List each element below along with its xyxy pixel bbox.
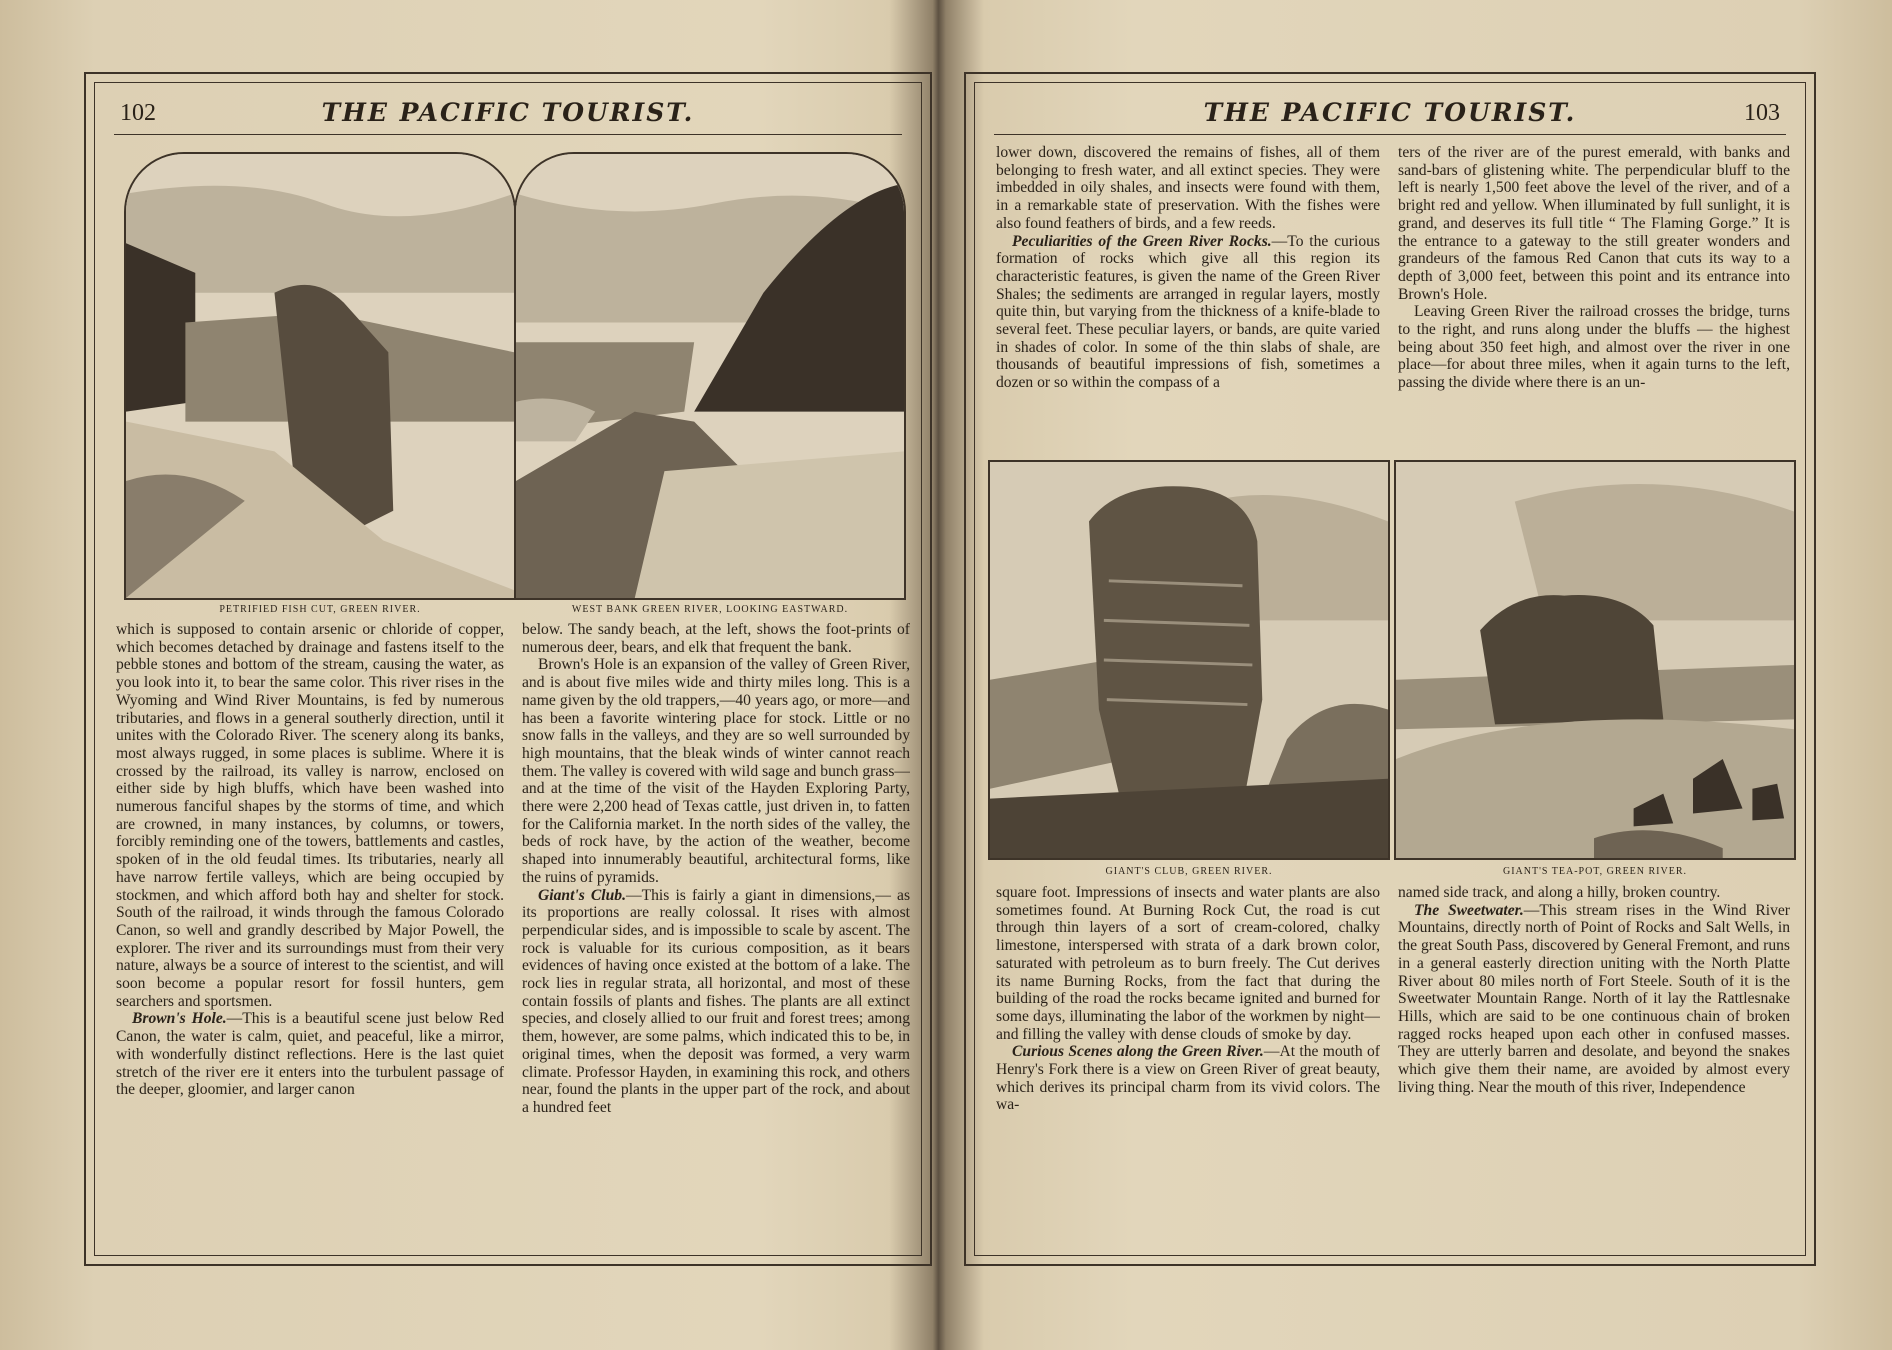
right-page [964,72,1816,1266]
paragraph-text: —This is fairly a giant in dimensions,— as its proportions are really colossal. It rises with almost perpendicular sides, and is impossible to scale by ascent. The rock is valuable for its curious composition, as it bears evidences of having once existed at the bottom of a lake. The rock lies in regular strata, all horizontal, and most of these contain fossils of plants and fishes. The plants are all extinct species, and closely allied to our fruit and forest trees; among them, however, are some palms, which indicated this to be, in original times, when the deposit was formed, a very warm climate. Professor Hayden, in examining this rock, and others near, found the plants in the upper part of the rock, and about a hundred feet [522,886,910,1116]
right-bottom-column-2 [1398,884,1790,1252]
caption-fish-cut: PETRIFIED FISH CUT, GREEN RIVER. [219,604,421,615]
paragraph: which is supposed to contain arsenic or chloride of copper, which becomes detached by drainage and fastens itself to the pebble stones and bottom of the stream, causing the water, as you look into it, to bear the same color. This river rises in the Wyoming and Wind River Mountains, is fed by numerous tributaries, and flows in a general southerly direction, until it unites with the Colorado River. The scenery along its banks, most always rugged, in some places is sublime. Where it is crossed by the railroad, its valley is narrow, enclosed on either side by high bluffs, which have been washed into numerous fanciful shapes by the storms of time, and which are crowned, in many instances, by columns, or towers, forcibly reminding one of the towers, battlements and castles, spoken of in the old feudal times. Its tributaries, nearly all have narrow fertile valleys, which are being occupied by stockmen, and which afford both hay and shelter for stock. South of the railroad, it winds through the famous Colorado Canon, so well and grandly described by Major Powell, the explorer. The river and its surroundings must from their very nature, always be a source of interest to the scientist, and will soon become a popular resort for fossil hunters, gem searchers and sportsmen. [116,621,504,1010]
page-number: 102 [120,100,156,126]
west-bank-engraving [514,152,906,600]
giants-teapot-engraving [1394,460,1796,860]
caption-giants-club: GIANT'S CLUB, GREEN RIVER. [1105,866,1273,877]
left-column-2 [522,621,910,1253]
page-number: 103 [1744,100,1780,126]
caption-giants-teapot: GIANT'S TEA-POT, GREEN RIVER. [1502,866,1688,877]
paragraph: Leaving Green River the railroad crosses the bridge, turns to the right, and runs along under the bluffs — the highest being about 350 feet high, and almost over the river in one place—for about three miles, when it again turns to the left, passing the divide where there is an un- [1398,303,1790,392]
paragraph [996,1043,1380,1114]
right-bottom-column-1 [996,884,1380,1252]
right-page-header [994,94,1786,135]
running-title: THE PACIFIC TOURIST. [321,98,695,127]
section-heading: Giant's Club. [538,886,627,904]
section-heading: The Sweetwater. [1414,901,1524,919]
left-column-1 [116,621,504,1253]
left-page-header [114,94,902,135]
right-top-column-1 [996,144,1380,448]
caption-west-bank: WEST BANK GREEN RIVER, LOOKING EASTWARD. [571,604,849,615]
paragraph [1398,902,1790,1097]
paragraph: lower down, discovered the remains of fishes, all of them belonging to fresh water, and all extinct species. They were imbedded in oily shales, and insects were found with them, in a remarkable state of preservation. With the fishes were also found feathers of birds, and a few reeds. [996,144,1380,232]
fish-cut-engraving [124,152,516,600]
section-heading: Peculiarities of the Green River Rocks. [1012,232,1272,250]
section-heading: Brown's Hole. [132,1010,227,1028]
paragraph: ters of the river are of the purest emerald, with banks and sand-bars of glistening white. The perpendicular bluff to the left is nearly 1,500 feet above the level of the river, and of a bright red and yellow. When illuminated by full sunlight, it is grand, and deserves its full title “ The Flaming Gorge.” It is the entrance to a gateway to the still greater wonders and grandeurs of the famous Red Canon that cuts its way to a depth of 3,000 feet, between this point and its entrance into Brown's Hole. [1398,144,1790,303]
paragraph-text: —To the curious formation of rocks which give all this region its characteristic features, is given the name of the Green River Shales; the sediments are arranged in regular layers, mostly quite thin, but varying from the thickness of a knife-blade to several feet. These peculiar layers, or bands, are quite varied in shades of color. In some of the thin slabs of shale, are thousands of beautiful impressions of fish, sometimes a dozen or so within the compass of a [996,232,1380,392]
paragraph: square foot. Impressions of insects and water plants are also sometimes found. At Burning Rock Cut, the road is cut through thin layers of a sort of cream-colored, chalky limestone, interspersed with strata of a dark brown color, saturated with petroleum as to burn freely. The Cut derives its name Burning Rocks, from the fact that during the building of the road the rocks became ignited and burned for some days, illuminating the labor of the workmen by night—and filling the valley with dense clouds of smoke by day. [996,884,1380,1043]
paragraph-text: —This stream rises in the Wind River Mountains, directly north of Point of Rocks and Salt Wells, in the great South Pass, discovered by General Fremont, and runs in a general easterly direction uniting with the North Platte River about 80 miles north of Fort Steele. South of it is the Sweetwater Mountain Range. North of it lay the Rattlesnake Hills, which are said to be one continuous chain of broken ragged rocks heaped upon each other in confused masses. They are utterly barren and desolate, and beyond the snakes which give them their name, are avoided by almost every living thing. Near the mouth of this river, Independence [1398,901,1790,1096]
paragraph-text: —This is a beautiful scene just below Red Canon, the water is calm, quiet, and peaceful, like a mirror, with wonderfully distinct reflections. Here is the last quiet stretch of the river ere it enters into the turbulent passage of the deeper, gloomier, and larger canon [116,1010,504,1099]
left-page [84,72,932,1266]
paragraph: named side track, and along a hilly, broken country. [1398,884,1721,901]
paragraph [996,233,1380,392]
paragraph [522,887,910,1117]
paragraph: below. The sandy beach, at the left, shows the foot-prints of numerous deer, bears, and elk that frequent the bank. [522,621,910,656]
running-title: THE PACIFIC TOURIST. [1203,98,1577,127]
section-heading: Curious Scenes along the Green River. [1012,1043,1264,1061]
paragraph: Brown's Hole is an expansion of the valley of Green River, and is about five miles wide and thirty miles long. This is a name given by the old trappers,—40 years ago, or more—and has been a favorite wintering place for stock. Little or no snow falls in the valleys, and they are so well surrounded by high mountains, that the bleak winds of winter cannot reach them. The valley is covered with wild sage and bunch grass—and at the time of the visit of the Hayden Exploring Party, there were 2,200 head of Texas cattle, just driven in, to fatten for the California market. In the north sides of the valley, the beds of rock have, by the action of the weather, become shaped into innumerably beautiful, architectural forms, like the ruins of pyramids. [522,656,910,886]
right-top-column-2 [1398,144,1790,448]
giants-club-engraving [988,460,1390,860]
paragraph [116,1010,504,1099]
paragraph-text: —At the mouth of Henry's Fork there is a view on Green River of great beauty, which derives its principal charm from its vivid colors. The wa- [996,1043,1380,1114]
